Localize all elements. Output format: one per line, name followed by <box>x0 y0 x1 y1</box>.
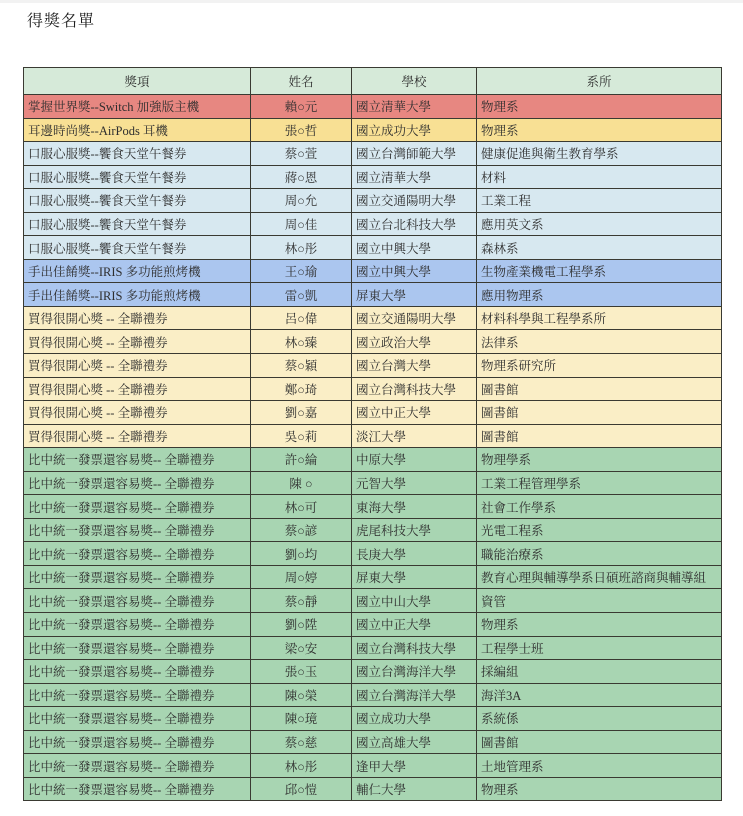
name-cell: 劉○陞 <box>251 613 352 637</box>
table-row <box>24 165 722 189</box>
table-row <box>24 306 722 330</box>
prize-cell: 買得很開心獎 -- 全聯禮券 <box>24 354 251 378</box>
name-cell: 梁○安 <box>251 636 352 660</box>
dept-cell: 資管 <box>477 589 722 613</box>
dept-cell: 物理系 <box>477 777 722 801</box>
prize-cell: 掌握世界獎--Switch 加強版主機 <box>24 95 251 119</box>
dept-cell: 工程學士班 <box>477 636 722 660</box>
name-cell: 吳○莉 <box>251 424 352 448</box>
name-cell: 劉○均 <box>251 542 352 566</box>
table-row <box>24 377 722 401</box>
name-cell: 陳○榮 <box>251 683 352 707</box>
dept-cell: 物理系 <box>477 613 722 637</box>
school-cell: 國立台灣海洋大學 <box>352 660 477 684</box>
award-table <box>23 67 722 801</box>
prize-cell: 比中統一發票還容易獎-- 全聯禮券 <box>24 613 251 637</box>
dept-cell: 圖書館 <box>477 377 722 401</box>
name-cell: 蔡○靜 <box>251 589 352 613</box>
school-cell: 逢甲大學 <box>352 754 477 778</box>
table-row <box>24 95 722 119</box>
dept-cell: 健康促進與衛生教育學系 <box>477 142 722 166</box>
dept-cell: 材料 <box>477 165 722 189</box>
table-row <box>24 777 722 801</box>
name-cell: 呂○偉 <box>251 306 352 330</box>
name-cell: 賴○元 <box>251 95 352 119</box>
dept-cell: 森林系 <box>477 236 722 260</box>
school-cell: 國立中正大學 <box>352 401 477 425</box>
prize-cell: 買得很開心獎 -- 全聯禮券 <box>24 401 251 425</box>
name-cell: 王○瑜 <box>251 259 352 283</box>
dept-cell: 採編組 <box>477 660 722 684</box>
dept-cell: 物理系 <box>477 118 722 142</box>
dept-cell: 工業工程管理學系 <box>477 471 722 495</box>
prize-cell: 口服心服獎--饗食天堂午餐券 <box>24 212 251 236</box>
prize-cell: 比中統一發票還容易獎-- 全聯禮券 <box>24 777 251 801</box>
name-cell: 劉○嘉 <box>251 401 352 425</box>
table-row <box>24 330 722 354</box>
school-cell: 國立中山大學 <box>352 589 477 613</box>
header-school: 學校 <box>352 68 477 95</box>
header-prize: 獎項 <box>24 68 251 95</box>
school-cell: 國立台北科技大學 <box>352 212 477 236</box>
page-title: 得獎名單 <box>27 13 96 30</box>
dept-cell: 應用英文系 <box>477 212 722 236</box>
prize-cell: 手出佳餚獎--IRIS 多功能煎烤機 <box>24 283 251 307</box>
school-cell: 國立清華大學 <box>352 165 477 189</box>
table-row <box>24 613 722 637</box>
school-cell: 國立中正大學 <box>352 613 477 637</box>
prize-cell: 手出佳餚獎--IRIS 多功能煎烤機 <box>24 259 251 283</box>
prize-cell: 耳邊時尚獎--AirPods 耳機 <box>24 118 251 142</box>
school-cell: 元智大學 <box>352 471 477 495</box>
table-row <box>24 495 722 519</box>
school-cell: 東海大學 <box>352 495 477 519</box>
dept-cell: 物理系 <box>477 95 722 119</box>
school-cell: 國立台灣科技大學 <box>352 377 477 401</box>
school-cell: 國立中興大學 <box>352 259 477 283</box>
dept-cell: 光電工程系 <box>477 518 722 542</box>
table-row <box>24 730 722 754</box>
table-row <box>24 283 722 307</box>
dept-cell: 圖書館 <box>477 401 722 425</box>
table-row <box>24 565 722 589</box>
name-cell: 陳○璄 <box>251 707 352 731</box>
school-cell: 國立台灣師範大學 <box>352 142 477 166</box>
table-row <box>24 189 722 213</box>
school-cell: 國立交通陽明大學 <box>352 189 477 213</box>
table-row <box>24 471 722 495</box>
school-cell: 國立中興大學 <box>352 236 477 260</box>
name-cell: 張○玉 <box>251 660 352 684</box>
prize-cell: 口服心服獎--饗食天堂午餐券 <box>24 189 251 213</box>
name-cell: 蔡○諺 <box>251 518 352 542</box>
prize-cell: 比中統一發票還容易獎-- 全聯禮券 <box>24 518 251 542</box>
dept-cell: 土地管理系 <box>477 754 722 778</box>
name-cell: 林○可 <box>251 495 352 519</box>
prize-cell: 買得很開心獎 -- 全聯禮券 <box>24 306 251 330</box>
name-cell: 林○臻 <box>251 330 352 354</box>
dept-cell: 圖書館 <box>477 424 722 448</box>
prize-cell: 比中統一發票還容易獎-- 全聯禮券 <box>24 683 251 707</box>
name-cell: 許○綸 <box>251 448 352 472</box>
dept-cell: 材料科學與工程學系所 <box>477 306 722 330</box>
name-cell: 蔣○恩 <box>251 165 352 189</box>
table-row <box>24 636 722 660</box>
prize-cell: 比中統一發票還容易獎-- 全聯禮券 <box>24 542 251 566</box>
school-cell: 國立清華大學 <box>352 95 477 119</box>
name-cell: 張○哲 <box>251 118 352 142</box>
dept-cell: 社會工作學系 <box>477 495 722 519</box>
table-row <box>24 212 722 236</box>
name-cell: 林○彤 <box>251 236 352 260</box>
school-cell: 國立台灣科技大學 <box>352 636 477 660</box>
school-cell: 虎尾科技大學 <box>352 518 477 542</box>
page-top-edge <box>0 0 743 3</box>
table-row <box>24 401 722 425</box>
table-row <box>24 424 722 448</box>
name-cell: 鄭○琦 <box>251 377 352 401</box>
prize-cell: 買得很開心獎 -- 全聯禮券 <box>24 377 251 401</box>
name-cell: 蔡○慈 <box>251 730 352 754</box>
name-cell: 林○彤 <box>251 754 352 778</box>
dept-cell: 法律系 <box>477 330 722 354</box>
table-row <box>24 683 722 707</box>
table-row <box>24 448 722 472</box>
table-row <box>24 707 722 731</box>
table-row <box>24 118 722 142</box>
table-row <box>24 142 722 166</box>
name-cell: 周○佳 <box>251 212 352 236</box>
school-cell: 國立高雄大學 <box>352 730 477 754</box>
dept-cell: 物理學系 <box>477 448 722 472</box>
school-cell: 國立政治大學 <box>352 330 477 354</box>
name-cell: 邱○愷 <box>251 777 352 801</box>
name-cell: 周○允 <box>251 189 352 213</box>
dept-cell: 應用物理系 <box>477 283 722 307</box>
prize-cell: 比中統一發票還容易獎-- 全聯禮券 <box>24 660 251 684</box>
dept-cell: 圖書館 <box>477 730 722 754</box>
school-cell: 國立台灣海洋大學 <box>352 683 477 707</box>
header-name: 姓名 <box>251 68 352 95</box>
school-cell: 淡江大學 <box>352 424 477 448</box>
prize-cell: 口服心服獎--饗食天堂午餐券 <box>24 236 251 260</box>
prize-cell: 買得很開心獎 -- 全聯禮券 <box>24 424 251 448</box>
prize-cell: 比中統一發票還容易獎-- 全聯禮券 <box>24 448 251 472</box>
prize-cell: 比中統一發票還容易獎-- 全聯禮券 <box>24 471 251 495</box>
table-row <box>24 518 722 542</box>
prize-cell: 比中統一發票還容易獎-- 全聯禮券 <box>24 495 251 519</box>
school-cell: 中原大學 <box>352 448 477 472</box>
prize-cell: 比中統一發票還容易獎-- 全聯禮券 <box>24 636 251 660</box>
school-cell: 國立成功大學 <box>352 707 477 731</box>
prize-cell: 比中統一發票還容易獎-- 全聯禮券 <box>24 754 251 778</box>
school-cell: 國立成功大學 <box>352 118 477 142</box>
table-row <box>24 542 722 566</box>
dept-cell: 生物產業機電工程學系 <box>477 259 722 283</box>
table-row <box>24 236 722 260</box>
name-cell: 陳 ○ <box>251 471 352 495</box>
name-cell: 雷○凱 <box>251 283 352 307</box>
prize-cell: 比中統一發票還容易獎-- 全聯禮券 <box>24 565 251 589</box>
name-cell: 蔡○萱 <box>251 142 352 166</box>
dept-cell: 職能治療系 <box>477 542 722 566</box>
dept-cell: 物理系研究所 <box>477 354 722 378</box>
dept-cell: 教育心理與輔導學系日碩班諮商與輔導組 <box>477 565 722 589</box>
school-cell: 長庚大學 <box>352 542 477 566</box>
header-dept: 系所 <box>477 68 722 95</box>
prize-cell: 比中統一發票還容易獎-- 全聯禮券 <box>24 589 251 613</box>
dept-cell: 系統係 <box>477 707 722 731</box>
school-cell: 國立交通陽明大學 <box>352 306 477 330</box>
dept-cell: 工業工程 <box>477 189 722 213</box>
table-row <box>24 259 722 283</box>
school-cell: 屏東大學 <box>352 565 477 589</box>
prize-cell: 比中統一發票還容易獎-- 全聯禮券 <box>24 707 251 731</box>
school-cell: 輔仁大學 <box>352 777 477 801</box>
table-row <box>24 660 722 684</box>
prize-cell: 口服心服獎--饗食天堂午餐券 <box>24 142 251 166</box>
table-row <box>24 589 722 613</box>
school-cell: 國立台灣大學 <box>352 354 477 378</box>
prize-cell: 買得很開心獎 -- 全聯禮券 <box>24 330 251 354</box>
school-cell: 屏東大學 <box>352 283 477 307</box>
prize-cell: 口服心服獎--饗食天堂午餐券 <box>24 165 251 189</box>
dept-cell: 海洋3A <box>477 683 722 707</box>
name-cell: 蔡○穎 <box>251 354 352 378</box>
table-header-row <box>24 68 722 95</box>
table-row <box>24 754 722 778</box>
prize-cell: 比中統一發票還容易獎-- 全聯禮券 <box>24 730 251 754</box>
name-cell: 周○婷 <box>251 565 352 589</box>
table-row <box>24 354 722 378</box>
